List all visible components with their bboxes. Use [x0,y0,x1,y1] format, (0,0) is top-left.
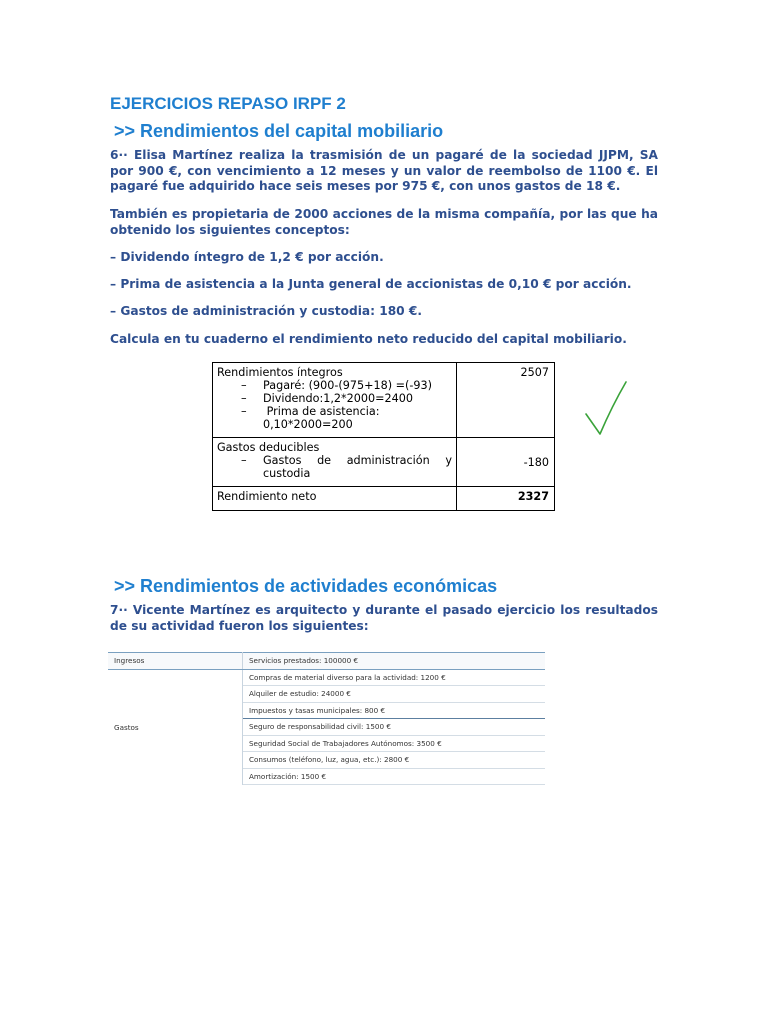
page-title: EJERCICIOS REPASO IRPF 2 [110,94,346,113]
exercise-6-dividend: – Dividendo íntegro de 1,2 € por acción. [110,250,384,264]
exercise-6-gastos: – Gastos de administración y custodia: 180 €. [110,304,423,318]
row-ingresos [108,653,545,670]
value-rendimientos-integros: 2507 [457,363,555,438]
gasto-item: Alquiler de estudio: 24000 € [243,686,546,703]
gasto-item: Seguridad Social de Trabajadores Autónomos: 3500 € [243,735,546,752]
cell-gastos-deducibles [213,438,457,487]
item-gastos-admin: – Gastos de administración y custodia [241,454,452,480]
gasto-item: Impuestos y tasas municipales: 800 € [243,702,546,719]
cell-rendimientos-integros [213,363,457,438]
exercise-6-prima: – Prima de asistencia a la Junta general de accionistas de 0,10 € por acción. [110,277,632,291]
gasto-item: Compras de material diverso para la actividad: 1200 € [243,669,546,686]
solution-table [212,362,555,511]
value-ingresos: Servicios prestados: 100000 € [243,653,546,670]
gasto-item: Consumos (teléfono, luz, agua, etc.): 2800 € [243,752,546,769]
label-gastos: Gastos [108,669,243,785]
exercise-7-statement: 7·· Vicente Martínez es arquitecto y durante el pasado ejercicio los resultados de su actividad fueron los siguientes: [110,603,658,633]
label-rendimientos-integros: Rendimientos íntegros [217,366,343,379]
label-gastos-deducibles: Gastos deducibles [217,441,320,454]
label-ingresos: Ingresos [108,653,243,670]
gasto-item: Seguro de responsabilidad civil: 1500 € [243,719,546,736]
section-heading-actividades-economicas: >> Rendimientos de actividades económicas [114,576,498,596]
item-pagare: – Pagaré: (900-(975+18) =(-93) [241,379,432,392]
exercise-6-shares: También es propietaria de 2000 acciones de la misma compañía, por las que ha obtenido los siguientes conceptos: [110,207,658,237]
exercise-6-question: Calcula en tu cuaderno el rendimiento neto reducido del capital mobiliario. [110,332,627,346]
item-prima: – Prima de asistencia: 0,10*2000=200 [241,405,384,431]
item-dividendo: – Dividendo:1,2*2000=2400 [241,392,413,405]
row-gasto [108,669,545,686]
row-gastos-deducibles [213,438,555,487]
row-rendimientos-integros [213,363,555,438]
section-heading-capital-mobiliario: >> Rendimientos del capital mobiliario [114,121,444,141]
exercise-6-statement: 6·· Elisa Martínez realiza la trasmisión de un pagaré de la sociedad JJPM, SA por 900 €, con vencimiento a 12 meses y un valor de reembolso de 1100 €. El pagaré fue adquirido hace seis meses por 975 €, con unos gastos de 18 €. [110,148,658,193]
gasto-item: Amortización: 1500 € [243,768,546,785]
check-mark-icon [584,378,634,440]
row-rendimiento-neto [213,487,555,511]
label-rendimiento-neto: Rendimiento neto [213,487,457,511]
value-rendimiento-neto: 2327 [457,487,555,511]
value-gastos-deducibles: -180 [457,438,555,487]
activity-results-table [108,652,545,785]
